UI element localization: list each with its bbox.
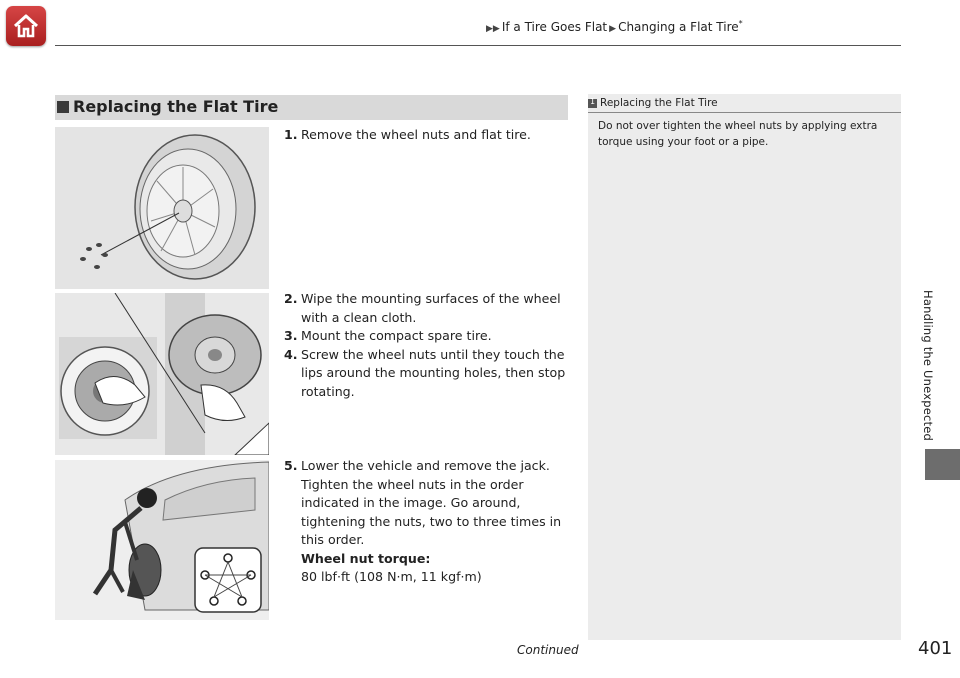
note-title: Replacing the Flat Tire xyxy=(600,97,718,109)
illustration-tighten-order xyxy=(55,460,269,620)
page-number: 401 xyxy=(918,638,953,659)
torque-value: 80 lbf·ft (108 N·m, 11 kgf·m) xyxy=(301,569,482,584)
side-note xyxy=(588,94,901,640)
chapter-side-tab xyxy=(913,0,960,678)
torque-label: Wheel nut torque: xyxy=(301,550,431,566)
note-header xyxy=(588,96,901,113)
note-text: Do not over tighten the wheel nuts by applying extra torque using your foot or a pipe. xyxy=(598,120,878,148)
breadcrumb-link-changing[interactable]: Changing a Flat Tire xyxy=(618,20,739,34)
asterisk: * xyxy=(738,19,743,28)
note-ref-icon xyxy=(588,99,597,108)
breadcrumb-link-flat-tire[interactable]: If a Tire Goes Flat xyxy=(501,20,608,34)
step-item: 2. Wipe the mounting surfaces of the wheel with a clean cloth. xyxy=(284,291,561,325)
step-item: 4. Screw the wheel nuts until they touch the lips around the mounting holes, then stop rotating. xyxy=(284,346,566,399)
triangle-right-icon: ▶ xyxy=(609,24,617,34)
step-item: 3. Mount the compact spare tire. xyxy=(284,328,492,343)
breadcrumb xyxy=(484,19,743,34)
home-icon xyxy=(12,12,40,40)
step-item: 1. Remove the wheel nuts and flat tire. xyxy=(284,127,531,142)
chapter-label[interactable]: Handling the Unexpected xyxy=(921,290,935,442)
header-divider xyxy=(55,45,901,46)
section-title: Replacing the Flat Tire xyxy=(73,97,279,116)
triangle-right-icon: ▶▶ xyxy=(486,24,500,34)
step-list-3 xyxy=(284,457,569,587)
step-list-1 xyxy=(284,126,569,145)
home-button[interactable] xyxy=(6,6,46,46)
section-square-icon xyxy=(57,101,69,113)
illustration-wipe-surfaces xyxy=(55,293,269,455)
section-header xyxy=(55,95,568,120)
illustration-remove-tire xyxy=(55,127,269,289)
step-item: 5. Lower the vehicle and remove the jack. Tighten the wheel nuts in the order indicated in the image. Go around, tightening the nuts, two to three times in this order. Wheel nut torque: 80 lbf·ft (108 N·m, 11 kgf·m) xyxy=(284,458,562,584)
continued-label: Continued xyxy=(517,643,579,657)
chapter-marker xyxy=(925,449,960,480)
step-list-2 xyxy=(284,290,569,401)
